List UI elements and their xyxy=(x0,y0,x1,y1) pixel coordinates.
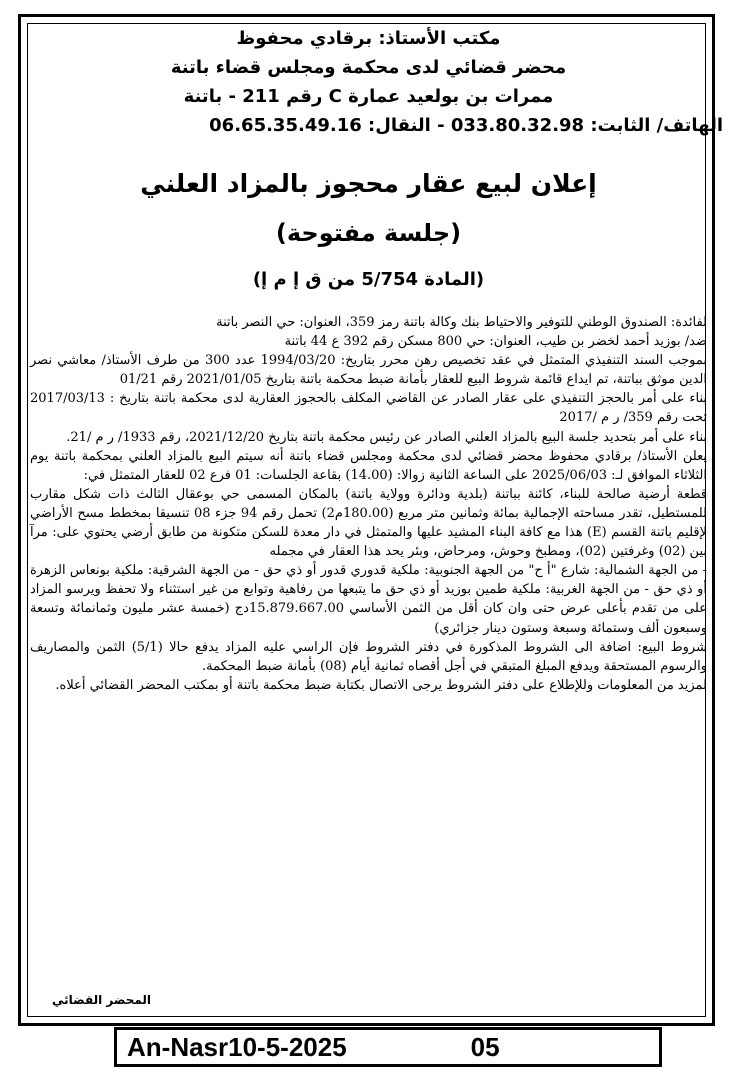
legal-article: (المادة 5/754 من ق إ م إ) xyxy=(252,269,485,290)
session-type: (جلسة مفتوحة) xyxy=(275,219,462,247)
publication-reference: An-Nasr10-5-2025 xyxy=(127,1031,347,1062)
session-order: بناء على أمر بتحديد جلسة البيع بالمزاد العلني الصادر عن رئيس محكمة باتنة بتاريخ 2021/12/20، رقم 1933/ ر م /21. xyxy=(66,429,707,445)
publication-footer xyxy=(114,1027,662,1067)
office-address: ممرات بن بولعيد عمارة C رقم 211 - باتنة xyxy=(183,86,554,107)
sale-announcement: يعلن الأستاذ/ برقادي محفوظ محضر قضائي لدى محكمة ومجلس قضاء باتنة أنه سيتم البيع بالمزاد العلني بمحكمة باتنة يوم الثلاثاء الموافق لـ: 2025/06/03 على الساعة الثانية زوالا: (14.00) بقاعة الجلسات: 01 فرع 02 للعقار المتمثل في: xyxy=(30,448,707,483)
announcement-title-block xyxy=(14,162,723,300)
signature: المحضر القضائي xyxy=(52,993,152,1007)
enforcement-basis: بموجب السند التنفيذي المتمثل في عقد تخصيص رهن محرر بتاريخ: 1994/03/20 عدد 300 من طرف الأستاذ/ معاشي نصر الدين موثق بباتنة، تم ايداع قائمة شروط البيع للعقار بأمانة ضبط محكمة باتنة بتاريخ 2021/01/05 رقم 01/21 xyxy=(30,353,707,388)
more-information: لمزيد من المعلومات وللإطلاع على دفتر الشروط يرجى الاتصال بكتابة ضبط محكمة باتنة أو بمكتب المحضر القضائي أعلاه. xyxy=(55,677,707,693)
office-name: مكتب الأستاذ: برقادي محفوظ xyxy=(236,28,501,49)
sale-conditions: شروط البيع: اضافة الى الشروط المذكورة في دفتر الشروط فإن الراسي عليه المزاد يدفع حالا (5/1) الثمن والمصاريف والرسوم المستحقة ويدفع المبلغ المتبقي في أجل أقصاه ثمانية أيام (08) بأمانة ضبط المحكمة. xyxy=(30,639,707,674)
seizure-order: بناء على أمر بالحجز التنفيذي على عقار الصادر عن القاضي المكلف بالحجوز العقارية لدى محكمة باتنة بتاريخ : 2017/03/13 تحت رقم 359/ ر م /2017 xyxy=(30,391,707,426)
office-header xyxy=(14,24,723,140)
beneficiary: لفائدة: الصندوق الوطني للتوفير والاحتياط بنك وكالة باتنة رمز 359، العنوان: حي النصر باتنة xyxy=(216,315,707,330)
defendant: ضد/ بوزيد أحمد لخضر بن طيب، العنوان: حي 800 مسكن رقم 392 ع 44 باتنة xyxy=(284,334,707,350)
announcement-title: إعلان لبيع عقار محجوز بالمزاد العلني xyxy=(140,169,597,198)
page-number: 05 xyxy=(470,1031,500,1062)
property-description: قطعة أرضية صالحة للبناء، كائنة بباتنة (بلدية ودائرة وولاية باتنة) بالمكان المسمى حي بوعقال الثالث ذات شكل مقارب للمستطيل، تقدر مساحته الإجمالية بمائة وثمانين متر مربع (180.00م2) تحمل رقم 94 جزء 08 تنسيقا بمخطط مسح الأراضي لإقليم باتنة القسم (E) هذا مع كافة البناء المشيد عليها والمتمثل في دار معدة للسكن متكونة من طابق أرضي يحتوي على: مرآ بين (02) وغرفتين (02)، ومطبخ وحوش، ومرحاض، وبئر يحد هذا العقار في مجمله xyxy=(30,486,708,560)
office-phone: الهاتف/ الثابت: 033.80.32.98 - النقال: 06.65.35.49.16 xyxy=(209,115,723,136)
announcement-body xyxy=(30,313,707,695)
property-boundaries: - من الجهة الشمالية: شارع "أ ح" من الجهة الجنوبية: ملكية قدوري قدور أو ذي حق - من الجهة الشرقية: ملكية بونعاس الزهرة أو ذي حق - من الجهة الغربية: ملكية طمين بوزيد أو ذي حق ما يتبعها من رفاهية وتوابع من غير استثناء ولا تحفظ ويرسو المزاد على من تقدم بأعلى عرض حتى وان كان أقل من الثمن الأساسي 15.879.667.00دج (خمسة عشر مليون وثمانمائة وتسعة وسبعون ألف وستمائة وسبعة وستون دينار جزائري) xyxy=(30,563,707,636)
office-description: محضر قضائي لدى محكمة ومجلس قضاء باتنة xyxy=(170,57,567,78)
